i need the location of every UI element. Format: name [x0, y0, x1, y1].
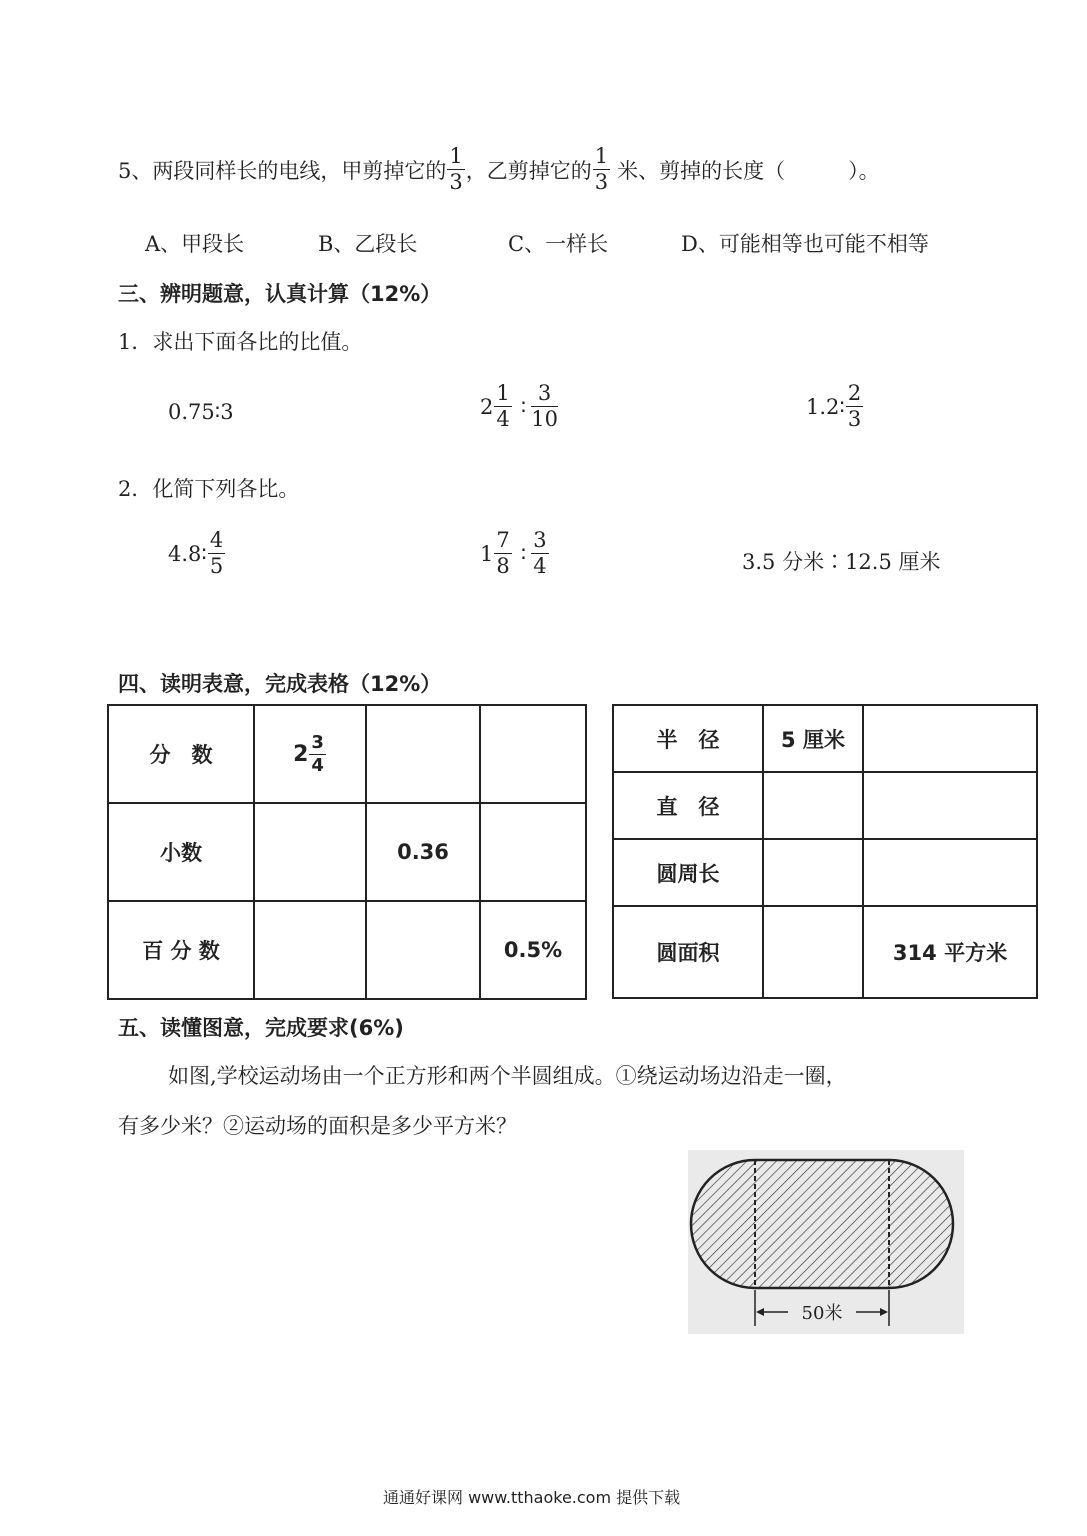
track-shape: [691, 1160, 953, 1288]
q5-option-b: B、乙段长: [318, 232, 418, 256]
cell-area-1[interactable]: [763, 906, 863, 998]
section-4-heading: 四、读明表意，完成表格（12%）: [118, 672, 442, 696]
cell-area-2[interactable]: 314 平方米: [863, 906, 1037, 998]
q1-item-c: 1.2∶ $\frac{2}{3}$: [806, 381, 862, 431]
q2-item-a: 4.8∶ $\frac{4}{5}$: [168, 528, 224, 578]
label-percent: 百 分 数: [108, 901, 254, 999]
q1-label: 1．求出下面各比的比值。: [118, 330, 363, 354]
section-5-text-2: 有多少米？②运动场的面积是多少平方米？: [118, 1114, 517, 1138]
cell-percent-3[interactable]: 0.5%: [480, 901, 586, 999]
q1-item-a: 0.75∶3: [168, 400, 234, 424]
q5-fraction-1: $\frac{1}{3}$: [449, 144, 463, 194]
circle-table: [612, 704, 1038, 999]
label-fraction: 分 数: [108, 705, 254, 803]
fraction-decimal-percent-table: [107, 704, 587, 1000]
q2-label: 2．化简下列各比。: [118, 477, 300, 501]
section-5-text-1: 如图,学校运动场由一个正方形和两个半圆组成。①绕运动场边沿走一圈，: [168, 1064, 847, 1088]
q5-option-a: A、甲段长: [145, 232, 245, 256]
cell-diameter-1[interactable]: [763, 772, 863, 839]
q5-fraction-2: $\frac{1}{3}$: [594, 144, 609, 194]
q5-middle: ，乙剪掉它的: [465, 158, 592, 183]
cell-fraction-3[interactable]: [480, 705, 586, 803]
dimension-label: 50米: [801, 1303, 843, 1324]
cell-diameter-2[interactable]: [863, 772, 1037, 839]
label-diameter: 直 径: [613, 772, 763, 839]
label-radius: 半 径: [613, 705, 763, 772]
cell-decimal-2[interactable]: 0.36: [366, 803, 480, 901]
cell-fraction-1[interactable]: 2 $\frac{3}{4}$: [254, 705, 366, 803]
q2-item-c: 3.5 分米∶12.5 厘米: [742, 550, 941, 574]
track-figure: [688, 1150, 964, 1334]
q2-item-b: 1 $\frac{7}{8}$ ∶ $\frac{3}{4}$: [480, 528, 547, 578]
question-5: [118, 146, 880, 193]
cell-circumference-1[interactable]: [763, 839, 863, 906]
q1-item-b: 2 $\frac{1}{4}$ ∶ $\frac{3}{10}$: [480, 381, 558, 431]
section-5-heading: 五、读懂图意，完成要求(6%): [118, 1016, 404, 1040]
cell-decimal-3[interactable]: [480, 803, 586, 901]
cell-percent-2[interactable]: [366, 901, 480, 999]
section-3-heading: 三、辨明题意，认真计算（12%）: [118, 282, 442, 306]
q5-prefix: 5、两段同样长的电线，甲剪掉它的: [118, 158, 447, 183]
cell-decimal-1[interactable]: [254, 803, 366, 901]
cell-circumference-2[interactable]: [863, 839, 1037, 906]
label-circumference: 圆周长: [613, 839, 763, 906]
label-decimal: 小数: [108, 803, 254, 901]
cell-percent-1[interactable]: [254, 901, 366, 999]
q5-option-d: D、可能相等也可能不相等: [681, 232, 929, 256]
cell-radius-2[interactable]: [863, 705, 1037, 772]
label-area: 圆面积: [613, 906, 763, 998]
cell-fraction-2[interactable]: [366, 705, 480, 803]
footer: 通通好课网 www.tthaoke.com 提供下载: [383, 1488, 681, 1507]
q5-option-c: C、一样长: [508, 232, 609, 256]
cell-radius-1[interactable]: 5 厘米: [763, 705, 863, 772]
q5-suffix: 米、剪掉的长度（ ）。: [617, 158, 880, 183]
